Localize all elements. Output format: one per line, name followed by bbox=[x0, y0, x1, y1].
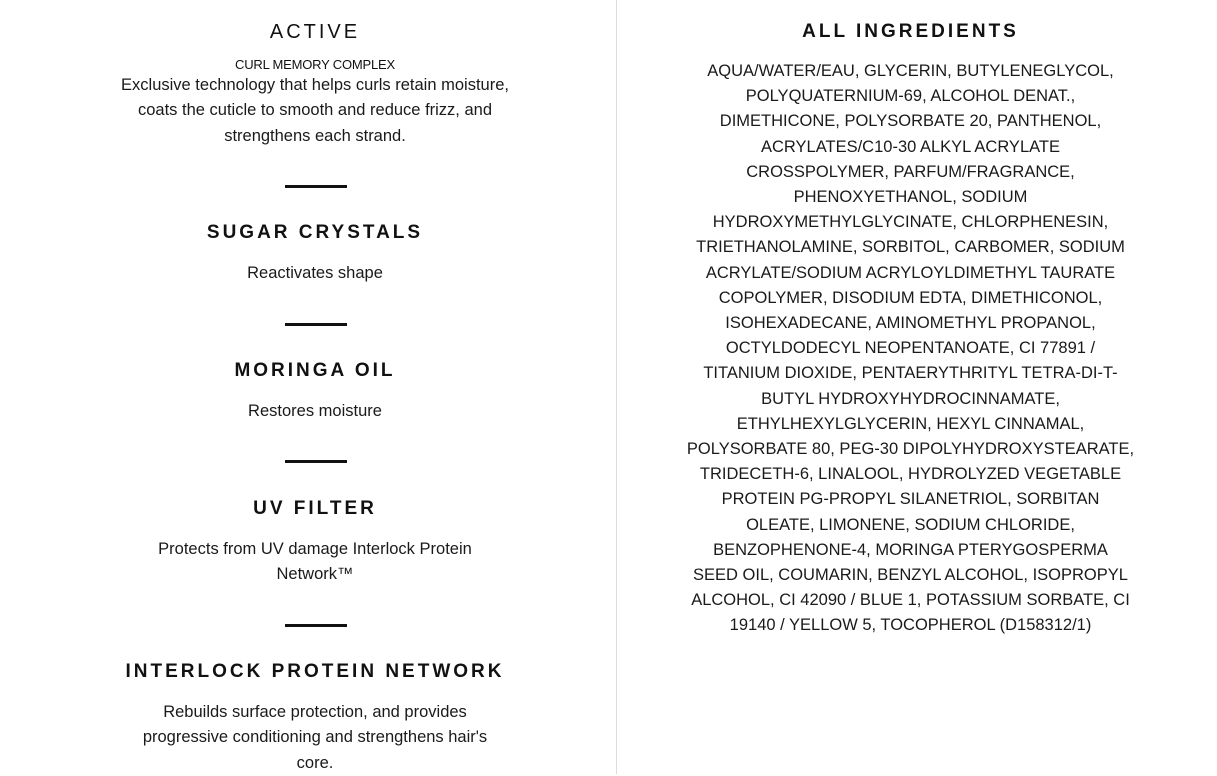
uv-filter-description-line: Network™ bbox=[276, 565, 354, 584]
all-ingredients-column bbox=[617, 0, 1217, 774]
ingredients-line: PROTEIN PG-PROPYL SILANETRIOL, SORBITAN bbox=[721, 490, 1100, 509]
sugar-crystals-heading: SUGAR CRYSTALS bbox=[206, 222, 424, 243]
curl-memory-complex-title: CURL MEMORY COMPLEX bbox=[235, 57, 395, 72]
ingredients-list bbox=[617, 59, 1204, 639]
ingredients-line: CROSSPOLYMER, PARFUM/FRAGRANCE, bbox=[746, 162, 1075, 181]
active-description-line: coats the cuticle to smooth and reduce frizz, and bbox=[137, 101, 493, 120]
ingredients-line: POLYQUATERNIUM-69, ALCOHOL DENAT., bbox=[745, 87, 1076, 106]
section-divider bbox=[285, 460, 347, 463]
uv-filter-heading: UV FILTER bbox=[253, 498, 377, 519]
ingredients-line: SEED OIL, COUMARIN, BENZYL ALCOHOL, ISOPROPYL bbox=[693, 566, 1128, 585]
ingredients-line: TRIETHANOLAMINE, SORBITOL, CARBOMER, SODIUM bbox=[696, 238, 1125, 257]
ingredients-line: DIMETHICONE, POLYSORBATE 20, PANTHENOL, bbox=[719, 112, 1102, 131]
ingredients-line: AQUA/WATER/EAU, GLYCERIN, BUTYLENEGLYCOL, bbox=[707, 62, 1114, 80]
uv-filter-description bbox=[60, 537, 570, 588]
ingredients-line: ACRYLATE/SODIUM ACRYLOYLDIMETHYL TAURATE bbox=[705, 263, 1116, 282]
ingredients-line: 19140 / YELLOW 5, TOCOPHEROL (D158312/1) bbox=[729, 616, 1092, 635]
all-ingredients-heading: ALL INGREDIENTS bbox=[802, 21, 1019, 42]
interlock-description-line: core. bbox=[296, 753, 334, 772]
ingredients-line: COPOLYMER, DISODIUM EDTA, DIMETHICONOL, bbox=[718, 288, 1103, 307]
active-heading: ACTIVE bbox=[269, 21, 361, 43]
moringa-oil-description: Restores moisture bbox=[248, 402, 382, 420]
ingredients-line: BUTYL HYDROXYHYDROCINNAMATE, bbox=[761, 389, 1060, 408]
ingredients-line: OCTYLDODECYL NEOPENTANOATE, CI 77891 / bbox=[725, 339, 1096, 358]
sugar-crystals-description: Reactivates shape bbox=[247, 264, 383, 282]
ingredients-line: BENZOPHENONE-4, MORINGA PTERYGOSPERMA bbox=[713, 540, 1108, 559]
interlock-description-line: progressive conditioning and strengthens hair's bbox=[142, 728, 488, 747]
ingredients-line: TITANIUM DIOXIDE, PENTAERYTHRITYL TETRA-DI-T- bbox=[703, 364, 1118, 383]
section-divider bbox=[285, 624, 347, 627]
ingredients-line: ETHYLHEXYLGLYCERIN, HEXYL CINNAMAL, bbox=[736, 414, 1085, 433]
section-divider bbox=[285, 323, 347, 326]
ingredients-line: POLYSORBATE 80, PEG-30 DIPOLYHYDROXYSTEARATE, bbox=[686, 440, 1135, 459]
ingredients-line: ALCOHOL, CI 42090 / BLUE 1, POTASSIUM SORBATE, CI bbox=[691, 591, 1130, 610]
uv-filter-description-line: Protects from UV damage Interlock Protein bbox=[158, 540, 472, 558]
ingredients-line: TRIDECETH-6, LINALOOL, HYDROLYZED VEGETABLE bbox=[699, 465, 1122, 484]
active-description bbox=[60, 73, 570, 149]
ingredients-line: OLEATE, LIMONENE, SODIUM CHLORIDE, bbox=[746, 515, 1075, 534]
section-divider bbox=[285, 185, 347, 188]
interlock-description-line: Rebuilds surface protection, and provides bbox=[163, 703, 467, 721]
moringa-oil-heading: MORINGA OIL bbox=[234, 360, 396, 381]
ingredients-line: ACRYLATES/C10-30 ALKYL ACRYLATE bbox=[761, 137, 1060, 156]
interlock-protein-network-heading: INTERLOCK PROTEIN NETWORK bbox=[125, 661, 505, 682]
ingredients-line: HYDROXYMETHYLGLYCINATE, CHLORPHENESIN, bbox=[712, 213, 1109, 232]
interlock-protein-network-description bbox=[60, 700, 570, 776]
active-description-line: Exclusive technology that helps curls retain moisture, bbox=[121, 76, 509, 94]
active-description-line: strengthens each strand. bbox=[224, 126, 406, 145]
ingredients-line: PHENOXYETHANOL, SODIUM bbox=[793, 188, 1028, 207]
ingredients-line: ISOHEXADECANE, AMINOMETHYL PROPANOL, bbox=[725, 314, 1096, 333]
